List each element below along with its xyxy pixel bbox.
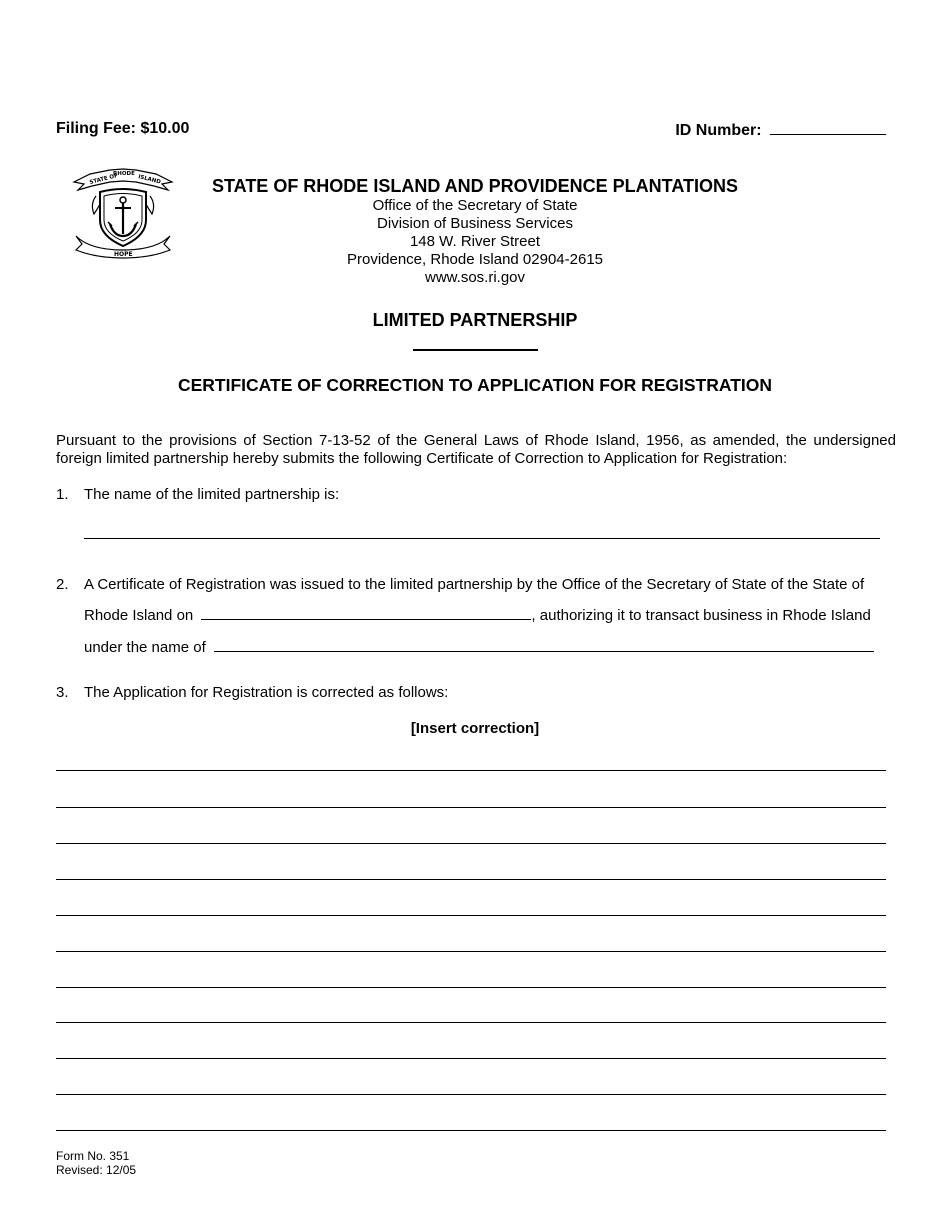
correction-line[interactable] — [56, 915, 886, 916]
item-2-line-3-label: under the name of — [84, 639, 206, 656]
item-1-number: 1. — [56, 486, 69, 503]
filing-fee: Filing Fee: $10.00 — [56, 120, 190, 137]
title-divider — [413, 349, 538, 351]
form-number: Form No. 351 — [56, 1149, 130, 1163]
id-number-label: ID Number: — [675, 122, 762, 139]
seal-text-island: ISLAND — [137, 174, 162, 186]
correction-line[interactable] — [56, 987, 886, 988]
item-1-text: The name of the limited partnership is: — [84, 486, 340, 503]
form-title: CERTIFICATE OF CORRECTION TO APPLICATION FOR REGISTRATION — [177, 375, 773, 395]
seal-text-state-of: STATE OF — [89, 173, 119, 186]
correction-line[interactable] — [56, 879, 886, 880]
insert-correction-label: [Insert correction] — [410, 720, 540, 737]
office-name: Office of the Secretary of State — [372, 197, 578, 214]
item-3-number: 3. — [56, 684, 69, 701]
correction-line[interactable] — [56, 1094, 886, 1095]
correction-line[interactable] — [56, 1022, 886, 1023]
website-link[interactable]: www.sos.ri.gov — [424, 269, 526, 286]
form-footer — [56, 1149, 136, 1177]
correction-line[interactable] — [56, 770, 886, 771]
division-name: Division of Business Services — [377, 215, 573, 232]
city-address: Providence, Rhode Island 02904-2615 — [346, 251, 604, 268]
registered-name-field[interactable] — [214, 637, 874, 652]
revision-date: Revised: 12/05 — [56, 1163, 137, 1177]
correction-line[interactable] — [56, 1058, 886, 1059]
entity-type-title: LIMITED PARTNERSHIP — [372, 310, 578, 330]
correction-line[interactable] — [56, 807, 886, 808]
partnership-name-field[interactable] — [84, 538, 880, 539]
seal-text-hope: HOPE — [114, 251, 133, 258]
item-2-line-3 — [84, 637, 894, 656]
correction-line[interactable] — [56, 1130, 886, 1131]
item-3-text: The Application for Registration is corrected as follows: — [84, 684, 449, 701]
correction-line[interactable] — [56, 951, 886, 952]
agency-header — [0, 176, 950, 287]
item-2-line-2-start: Rhode Island on — [84, 607, 194, 624]
street-address: 148 W. River Street — [409, 233, 541, 250]
registration-date-field[interactable] — [201, 605, 531, 620]
item-2-line-2 — [84, 605, 894, 624]
state-title: STATE OF RHODE ISLAND AND PROVIDENCE PLANTATIONS — [211, 176, 738, 196]
id-number — [675, 120, 886, 140]
intro-paragraph: Pursuant to the provisions of Section 7-13-52 of the General Laws of Rhode Island, 1956, as amended, the undersigned foreign limited partnership hereby submits the following Certificate of Correction to Application for Registration: — [56, 432, 896, 467]
correction-line[interactable] — [56, 843, 886, 844]
item-2-line-2-end: , authorizing it to transact business in Rhode Island — [531, 607, 871, 624]
item-2-line-1: A Certificate of Registration was issued to the limited partnership by the Office of the Secretary of State of the State of — [84, 576, 865, 593]
item-2-number: 2. — [56, 576, 69, 593]
id-number-field[interactable] — [770, 120, 886, 135]
seal-text-rhode: RHODE — [113, 171, 135, 177]
